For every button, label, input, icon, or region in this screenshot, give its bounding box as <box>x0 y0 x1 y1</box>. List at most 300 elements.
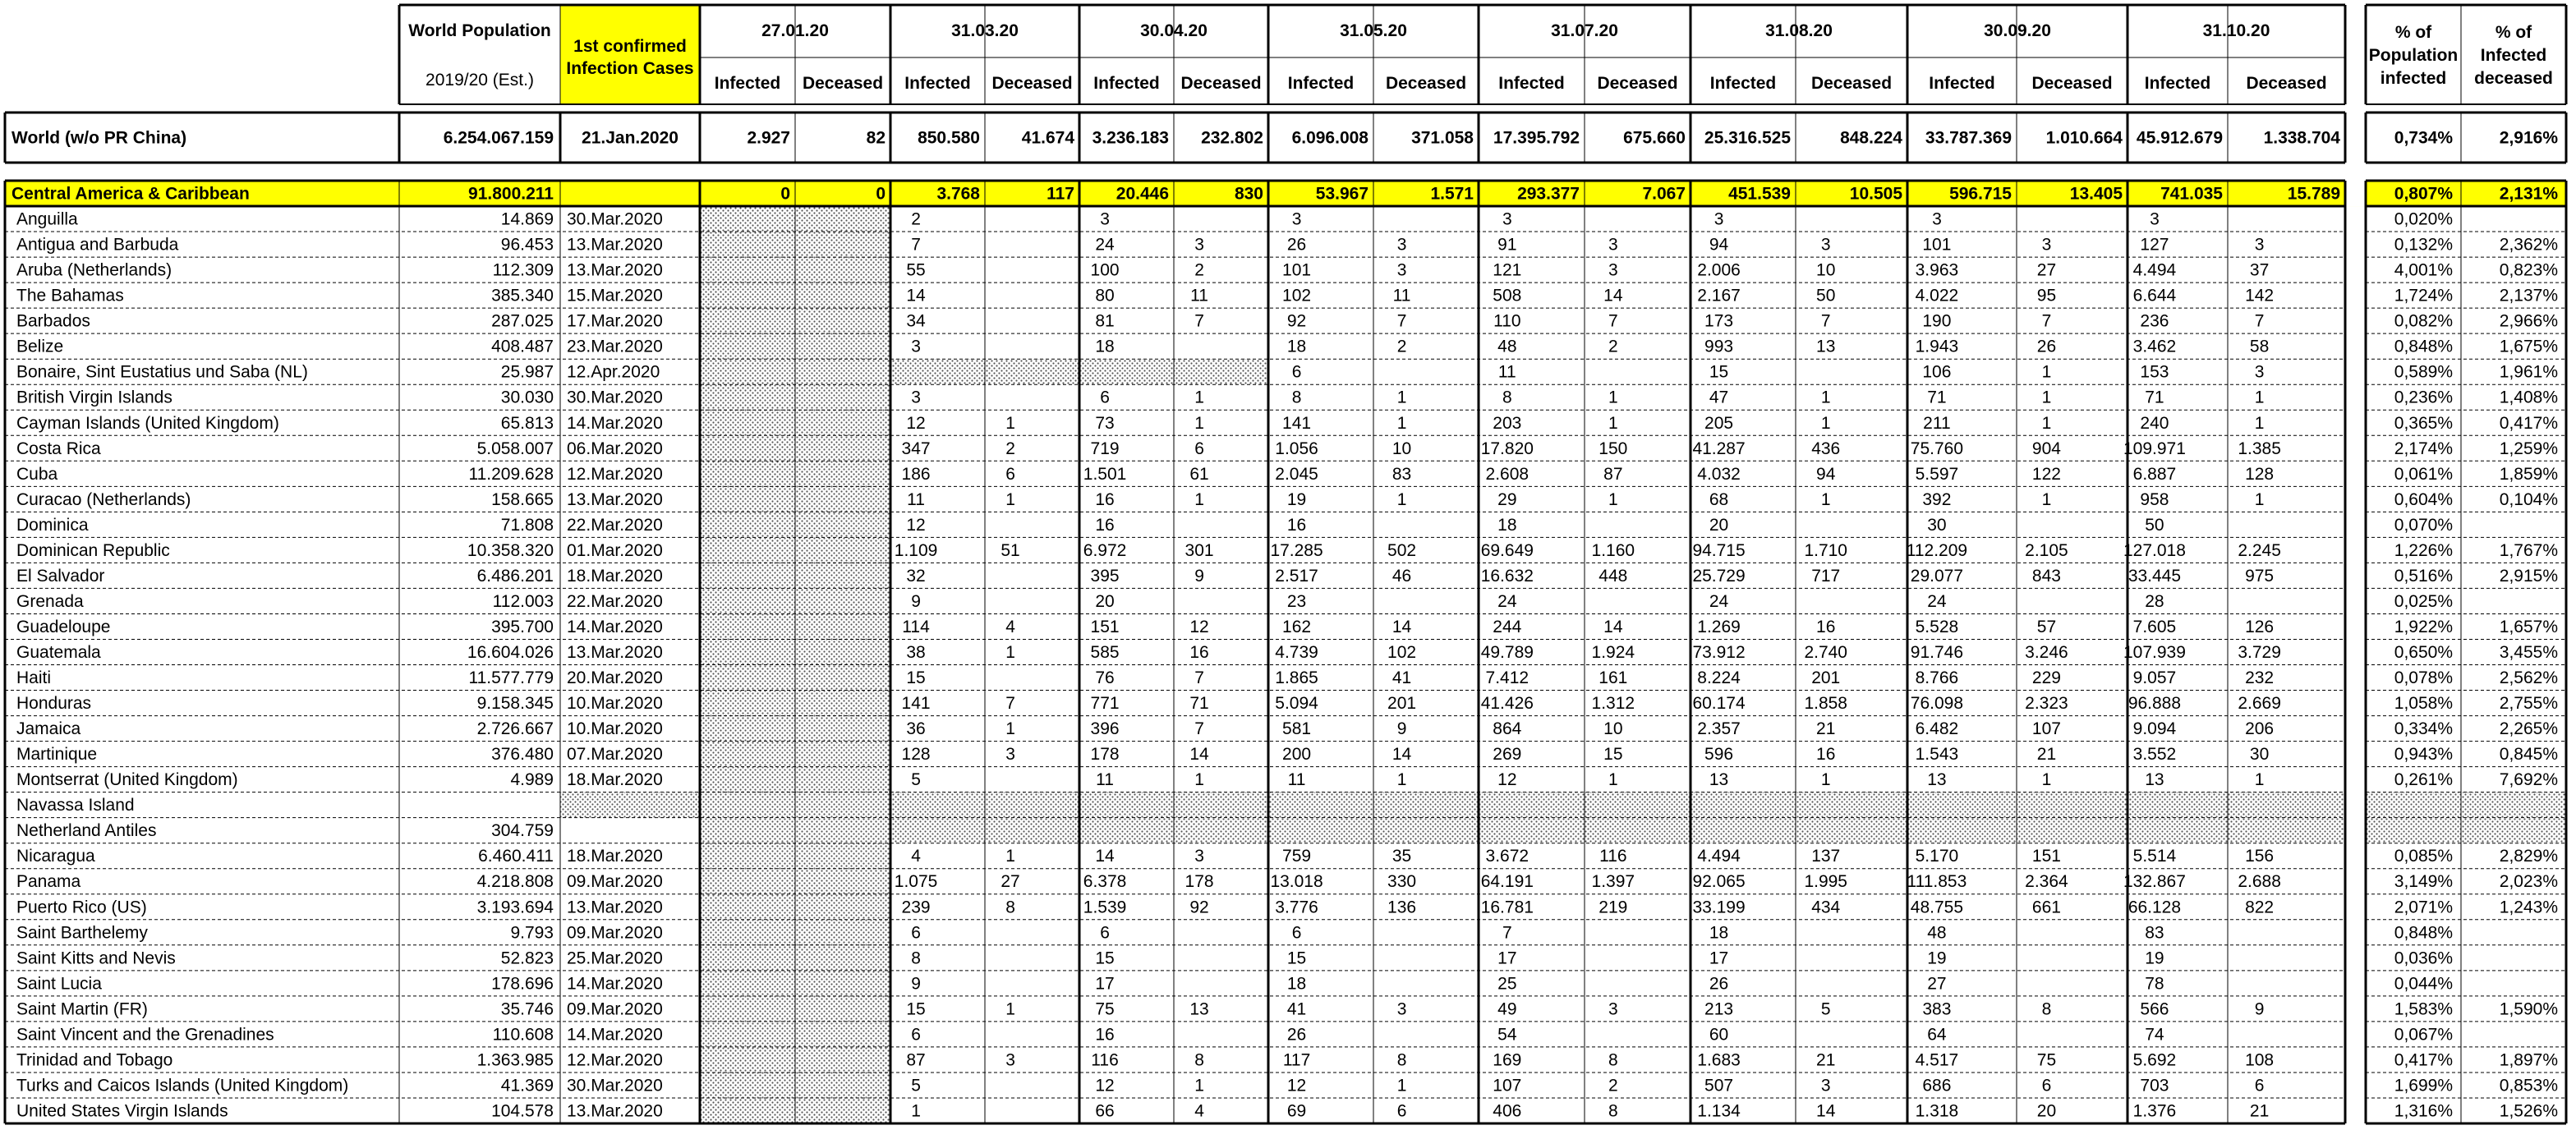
cell-value: 73 <box>1095 413 1115 433</box>
cell-value: 1 <box>2041 413 2052 433</box>
cell-value: 25.316.525 <box>1704 128 1791 148</box>
cell-value: 14.Mar.2020 <box>567 617 663 636</box>
row-name: Dominica <box>16 515 89 535</box>
cell-value: 6 <box>1291 362 1302 382</box>
cell-value: 81 <box>1095 311 1115 331</box>
cell-value: 18 <box>1709 923 1729 943</box>
cell-value: 0,334% <box>2394 719 2453 739</box>
cell-value: 21 <box>1816 1050 1836 1070</box>
cell-value: 48 <box>1927 923 1947 943</box>
cell-value: 330 <box>1387 872 1417 892</box>
cell-value: 1.501 <box>1083 464 1127 484</box>
cell-value: 151 <box>2031 847 2061 866</box>
cell-value: 54 <box>1497 1025 1517 1045</box>
cell-value: 1,316% <box>2394 1101 2453 1121</box>
cell-value: 156 <box>2245 847 2275 866</box>
deceased-col-header: Deceased <box>1810 74 1893 93</box>
cell-value: 26 <box>1286 235 1307 255</box>
cell-value: 71.808 <box>500 515 554 535</box>
cell-value: 1 <box>911 1101 921 1121</box>
cell-value: 0,085% <box>2394 847 2453 866</box>
cell-value: 2 <box>1194 260 1204 280</box>
cell-value: 3 <box>2041 235 2052 255</box>
cell-value: 162 <box>1282 617 1312 636</box>
row-name: Honduras <box>16 694 92 714</box>
infected-col-header: Infected <box>2144 74 2211 93</box>
cell-value: 06.Mar.2020 <box>567 439 663 458</box>
cell-value: 7 <box>1194 311 1204 331</box>
cell-value: 91.746 <box>1910 643 1964 662</box>
cell-value: 3 <box>1194 847 1204 866</box>
cell-value: 434 <box>1811 898 1841 917</box>
cell-value: 16 <box>1095 489 1115 509</box>
cell-value: 1.363.985 <box>476 1050 554 1070</box>
cell-value: 29 <box>1497 489 1517 509</box>
cell-value: 3 <box>1005 745 1015 765</box>
cell-value: 376.480 <box>491 745 554 765</box>
cell-value: 2.608 <box>1485 464 1530 484</box>
date-header: 27.01.20 <box>761 21 829 40</box>
cell-value: 385.340 <box>491 286 554 305</box>
cell-value: 16 <box>1189 643 1209 662</box>
cell-value: 6.482 <box>1915 719 1959 739</box>
row-name: Navassa Island <box>16 796 135 815</box>
cell-value: 190 <box>1922 311 1952 331</box>
cell-value: 1,961% <box>2499 362 2558 382</box>
row-name: Guadeloupe <box>16 617 111 636</box>
cell-value: 6 <box>1194 439 1204 458</box>
row-name: Belize <box>16 337 64 356</box>
cell-value: 596 <box>1704 745 1734 765</box>
row-name: Martinique <box>16 745 98 765</box>
cell-value: 58 <box>2249 337 2270 356</box>
cell-value: 1 <box>1608 770 1618 790</box>
cell-value: 9.158.345 <box>476 694 554 714</box>
cell-value: 107.939 <box>2123 643 2186 662</box>
cell-value: 15.789 <box>2287 184 2340 204</box>
cell-value: 30.Mar.2020 <box>567 1076 663 1096</box>
cell-value: 55 <box>906 260 926 280</box>
cell-value: 30 <box>1927 515 1947 535</box>
cell-value: 30.Mar.2020 <box>567 209 663 229</box>
cell-value: 8 <box>1005 898 1015 917</box>
cell-value: 3.246 <box>2025 643 2068 662</box>
cell-value: 3,149% <box>2394 872 2453 892</box>
cell-value: 11.209.628 <box>468 464 554 484</box>
cell-value: 117 <box>1046 184 1074 204</box>
cell-value: 13.Mar.2020 <box>567 643 663 662</box>
infected-col-header: Infected <box>714 74 781 93</box>
pct-dec-header: % of <box>2495 23 2532 42</box>
cell-value: 3 <box>1291 209 1302 229</box>
cell-value: 65.813 <box>500 413 554 433</box>
cell-value: 4.989 <box>510 770 554 790</box>
cell-value: 16 <box>1816 617 1836 636</box>
cell-value: 10 <box>1392 439 1412 458</box>
infected-col-header: Infected <box>1287 74 1355 93</box>
cell-value: 10 <box>1816 260 1836 280</box>
cell-value: 2,265% <box>2499 719 2558 739</box>
cell-value: 9.793 <box>510 923 554 943</box>
cell-value: 9 <box>1194 566 1204 586</box>
cell-value: 850.580 <box>918 128 980 148</box>
cell-value: 0,589% <box>2394 362 2453 382</box>
cell-value: 0,070% <box>2394 515 2453 535</box>
cell-value: 101 <box>1282 260 1312 280</box>
cell-value: 8 <box>911 949 921 968</box>
cell-value: 1,699% <box>2394 1076 2453 1096</box>
cell-value: 508 <box>1493 286 1522 305</box>
cell-value: 141 <box>901 694 931 714</box>
date-header: 30.09.20 <box>1984 21 2051 40</box>
cell-value: 200 <box>1282 745 1312 765</box>
cell-value: 4.517 <box>1915 1050 1959 1070</box>
cell-value: 1 <box>1005 643 1015 662</box>
cell-value: 178 <box>1184 872 1214 892</box>
cell-value: 2 <box>911 209 921 229</box>
cell-value: 173 <box>1704 311 1734 331</box>
cell-value: 92.065 <box>1692 872 1746 892</box>
deceased-col-header: Deceased <box>2031 74 2113 93</box>
cell-value: 1.924 <box>1591 643 1635 662</box>
cell-value: 153 <box>2140 362 2169 382</box>
cell-value: 451.539 <box>1728 184 1791 204</box>
cell-value: 50 <box>1816 286 1836 305</box>
cell-value: 14 <box>1603 286 1623 305</box>
cell-value: 201 <box>1811 668 1841 688</box>
cell-value: 136 <box>1387 898 1417 917</box>
row-name: Saint Kitts and Nevis <box>16 949 176 968</box>
row-name: Curacao (Netherlands) <box>16 489 191 509</box>
cell-value: 1,226% <box>2394 540 2453 560</box>
cell-value: 96.453 <box>500 235 554 255</box>
cell-value: 11 <box>907 489 925 509</box>
cell-value: 7.605 <box>2132 617 2177 636</box>
cell-value: 4.022 <box>1915 286 1959 305</box>
cell-value: 2.517 <box>1275 566 1318 586</box>
cell-value: 11 <box>1096 770 1114 790</box>
cell-value: 1 <box>2254 489 2265 509</box>
cell-value: 110.608 <box>492 1025 554 1045</box>
cell-value: 14 <box>1189 745 1209 765</box>
cell-value: 16.632 <box>1480 566 1534 586</box>
cell-value: 0,848% <box>2394 923 2453 943</box>
cell-value: 269 <box>1493 745 1522 765</box>
cell-value: 13.018 <box>1270 872 1323 892</box>
cell-value: 585 <box>1090 643 1120 662</box>
pct-dec-header-3: deceased <box>2474 69 2553 88</box>
cell-value: 904 <box>2031 439 2061 458</box>
row-name: Saint Martin (FR) <box>16 999 148 1019</box>
cell-value: 717 <box>1811 566 1841 586</box>
cell-value: 18 <box>1286 974 1307 994</box>
cell-value: 108 <box>2245 1050 2275 1070</box>
cell-value: 17 <box>1709 949 1729 968</box>
cell-value: 18.Mar.2020 <box>567 847 663 866</box>
cell-value: 83 <box>2145 923 2164 943</box>
cell-value: 3 <box>1194 235 1204 255</box>
cell-value: 114 <box>902 617 930 636</box>
cell-value: 3 <box>1396 999 1407 1019</box>
cell-value: 1,922% <box>2394 617 2453 636</box>
cell-value: 1 <box>1194 413 1204 433</box>
cell-value: 239 <box>901 898 931 917</box>
cell-value: 206 <box>2245 719 2275 739</box>
row-name: Turks and Caicos Islands (United Kingdom) <box>16 1076 349 1096</box>
date-header: 31.03.20 <box>951 21 1019 40</box>
cell-value: 41.369 <box>500 1076 554 1096</box>
cell-value: 1.376 <box>2132 1101 2177 1121</box>
pct-pop-header: % of <box>2394 23 2432 42</box>
cell-value: 75 <box>2036 1050 2057 1070</box>
cell-value: 14.869 <box>500 209 554 229</box>
cell-value: 2,071% <box>2394 898 2453 917</box>
cell-value: 109.971 <box>2123 439 2186 458</box>
cell-value: 8 <box>1194 1050 1204 1070</box>
cell-value: 11 <box>1392 286 1411 305</box>
cell-value: 12 <box>906 515 926 535</box>
cell-value: 1 <box>1005 999 1015 1019</box>
cell-value: 126 <box>2245 617 2275 636</box>
cell-value: 13.Mar.2020 <box>567 1101 663 1121</box>
cell-value: 13 <box>1816 337 1836 356</box>
cell-value: 20 <box>1095 591 1115 611</box>
cell-value: 3,455% <box>2499 643 2558 662</box>
cell-value: 229 <box>2031 668 2061 688</box>
cell-value: 64.191 <box>1480 872 1534 892</box>
cell-value: 78 <box>2145 974 2164 994</box>
cell-value: 27 <box>1000 872 1020 892</box>
cell-value: 2.357 <box>1697 719 1741 739</box>
cell-value: 51 <box>1000 540 1020 560</box>
cell-value: 3 <box>1100 209 1110 229</box>
cell-value: 502 <box>1387 540 1417 560</box>
cell-value: 117 <box>1282 1050 1311 1070</box>
cell-value: 9.057 <box>2132 668 2177 688</box>
cell-value: 30 <box>2249 745 2270 765</box>
cell-value: 1 <box>1608 489 1618 509</box>
cell-value: 1.109 <box>894 540 938 560</box>
cell-value: 0,236% <box>2394 388 2453 407</box>
cell-value: 122 <box>2031 464 2061 484</box>
cell-value: 1 <box>1608 413 1618 433</box>
cell-value: 2.167 <box>1697 286 1741 305</box>
cell-value: 2.006 <box>1697 260 1741 280</box>
cell-value: 1.710 <box>1804 540 1848 560</box>
cell-value: 3 <box>2254 235 2265 255</box>
background-layer <box>5 5 2566 1123</box>
cell-value: 0,061% <box>2394 464 2453 484</box>
cell-value: 13 <box>1927 770 1947 790</box>
cell-value: 1.075 <box>894 872 938 892</box>
cell-value: 16.604.026 <box>467 643 554 662</box>
deceased-col-header: Deceased <box>991 74 1073 93</box>
cell-value: 830 <box>1234 184 1263 204</box>
cell-value: 822 <box>2245 898 2275 917</box>
cell-value: 4,001% <box>2394 260 2453 280</box>
cell-value: 5.058.007 <box>476 439 554 458</box>
cell-value: 48 <box>1497 337 1517 356</box>
cell-value: 61 <box>1189 464 1209 484</box>
cell-value: 09.Mar.2020 <box>567 923 663 943</box>
cell-value: 6.972 <box>1083 540 1127 560</box>
cell-value: 0,845% <box>2499 745 2558 765</box>
cell-value: 1 <box>1820 489 1831 509</box>
cell-value: 507 <box>1704 1076 1734 1096</box>
cell-value: 3 <box>1608 235 1618 255</box>
cell-value: 1 <box>1194 489 1204 509</box>
cell-value: 8.766 <box>1915 668 1959 688</box>
cell-value: 94.715 <box>1692 540 1746 560</box>
cell-value: 87 <box>1603 464 1623 484</box>
cell-value: 4 <box>1005 617 1015 636</box>
cell-value: 2.245 <box>2238 540 2281 560</box>
pct-pop-header-2: Population <box>2368 46 2459 65</box>
cell-value: 11.577.779 <box>468 668 554 688</box>
cell-value: 49 <box>1497 999 1517 1019</box>
cell-value: 20 <box>2036 1101 2057 1121</box>
cell-value: 141 <box>1282 413 1312 433</box>
cell-value: 30.030 <box>500 388 554 407</box>
cell-value: 6 <box>1396 1101 1407 1121</box>
cell-value: 1 <box>1396 413 1407 433</box>
cell-value: 408.487 <box>491 337 554 356</box>
row-name: Saint Vincent and the Grenadines <box>16 1025 274 1045</box>
cell-value: 3.672 <box>1485 847 1530 866</box>
cell-value: 24 <box>1095 235 1115 255</box>
cell-value: 127 <box>2140 235 2169 255</box>
cell-value: 1 <box>2041 489 2052 509</box>
cell-value: 8 <box>1291 388 1302 407</box>
cell-value: 1.571 <box>1430 184 1474 204</box>
cell-value: 383 <box>1922 999 1952 1019</box>
cell-value: 0 <box>876 184 886 204</box>
cell-value: 240 <box>2140 413 2169 433</box>
cell-value: 1 <box>2041 388 2052 407</box>
cell-value: 71 <box>1927 388 1947 407</box>
cell-value: 66 <box>1095 1101 1115 1121</box>
cell-value: 21 <box>2249 1101 2270 1121</box>
deceased-col-header: Deceased <box>1385 74 1467 93</box>
row-name: El Salvador <box>16 566 105 586</box>
cell-value: 10.Mar.2020 <box>567 694 663 714</box>
cell-value: 14 <box>1095 847 1115 866</box>
cell-value: 7 <box>1005 694 1015 714</box>
cell-value: 2,362% <box>2499 235 2558 255</box>
cell-value: 6.486.201 <box>476 566 554 586</box>
cell-value: 17.285 <box>1270 540 1323 560</box>
cell-value: 95 <box>2036 286 2057 305</box>
cell-value: 0,853% <box>2499 1076 2558 1096</box>
cell-value: 9 <box>911 974 921 994</box>
cell-value: 107 <box>2031 719 2061 739</box>
cell-value: 21.Jan.2020 <box>582 128 678 148</box>
cell-value: 12 <box>1286 1076 1307 1096</box>
cell-value: 1 <box>1194 770 1204 790</box>
row-name: The Bahamas <box>16 286 124 305</box>
cell-value: 719 <box>1090 439 1120 458</box>
cell-value: 128 <box>901 745 931 765</box>
cell-value: 6 <box>1005 464 1015 484</box>
cell-value: 33.787.369 <box>1925 128 2012 148</box>
cell-value: 178.696 <box>491 974 554 994</box>
world-population-sub: 2019/20 (Est.) <box>426 71 534 90</box>
cell-value: 0,417% <box>2394 1050 2453 1070</box>
cell-value: 15 <box>1709 362 1729 382</box>
first-case-header: 1st confirmed <box>573 37 687 56</box>
cell-value: 09.Mar.2020 <box>567 999 663 1019</box>
cell-value: 1 <box>1396 388 1407 407</box>
cell-value: 3 <box>1608 260 1618 280</box>
cell-value: 5.094 <box>1275 694 1318 714</box>
cell-value: 7.067 <box>1642 184 1686 204</box>
cell-value: 14.Mar.2020 <box>567 413 663 433</box>
cell-value: 2 <box>1608 337 1618 356</box>
cell-value: 8 <box>1396 1050 1407 1070</box>
cell-value: 01.Mar.2020 <box>567 540 663 560</box>
cell-value: 22.Mar.2020 <box>567 515 663 535</box>
cell-value: 3 <box>1396 235 1407 255</box>
cell-value: 13.Mar.2020 <box>567 489 663 509</box>
cell-value: 9 <box>1396 719 1407 739</box>
cell-value: 0,044% <box>2394 974 2453 994</box>
cell-value: 864 <box>1493 719 1522 739</box>
cell-value: 0,036% <box>2394 949 2453 968</box>
cell-value: 76.098 <box>1910 694 1964 714</box>
cell-value: 33.199 <box>1692 898 1746 917</box>
cell-value: 3 <box>1396 260 1407 280</box>
infected-col-header: Infected <box>1709 74 1777 93</box>
cell-value: 1.338.704 <box>2263 128 2340 148</box>
cell-value: 6 <box>1291 923 1302 943</box>
cell-value: 0,807% <box>2394 184 2453 204</box>
cell-value: 2.364 <box>2025 872 2068 892</box>
cell-value: 5.597 <box>1915 464 1959 484</box>
cell-value: 17 <box>1095 974 1115 994</box>
cell-value: 110 <box>1493 311 1521 331</box>
cell-value: 7 <box>2254 311 2265 331</box>
cell-value: 111.853 <box>1907 872 1967 892</box>
cell-value: 6 <box>911 923 921 943</box>
cell-value: 87 <box>906 1050 926 1070</box>
row-name: Guatemala <box>16 643 101 662</box>
cell-value: 6 <box>1100 923 1110 943</box>
row-name: Puerto Rico (US) <box>16 898 147 917</box>
cell-value: 596.715 <box>1949 184 2012 204</box>
cell-value: 7 <box>1820 311 1831 331</box>
cell-value: 2,916% <box>2499 128 2558 148</box>
cell-value: 9 <box>2254 999 2265 1019</box>
cell-value: 213 <box>1704 999 1734 1019</box>
cell-value: 10 <box>1603 719 1623 739</box>
cell-value: 1.539 <box>1083 898 1127 917</box>
cell-value: 6.887 <box>2132 464 2177 484</box>
cell-value: 1,259% <box>2499 439 2558 458</box>
cell-value: 102 <box>1387 643 1417 662</box>
cell-value: 3.462 <box>2132 337 2177 356</box>
row-name: Montserrat (United Kingdom) <box>16 770 238 790</box>
cell-value: 4 <box>911 847 921 866</box>
cell-value: 1.385 <box>2238 439 2281 458</box>
deceased-col-header: Deceased <box>2246 74 2327 93</box>
deceased-col-header: Deceased <box>1597 74 1678 93</box>
cell-value: 2,137% <box>2499 286 2558 305</box>
cell-value: 16 <box>1286 515 1307 535</box>
cell-value: 8 <box>1502 388 1512 407</box>
cell-value: 25.Mar.2020 <box>567 949 663 968</box>
row-name: World (w/o PR China) <box>12 128 187 148</box>
cell-value: 3.729 <box>2238 643 2281 662</box>
